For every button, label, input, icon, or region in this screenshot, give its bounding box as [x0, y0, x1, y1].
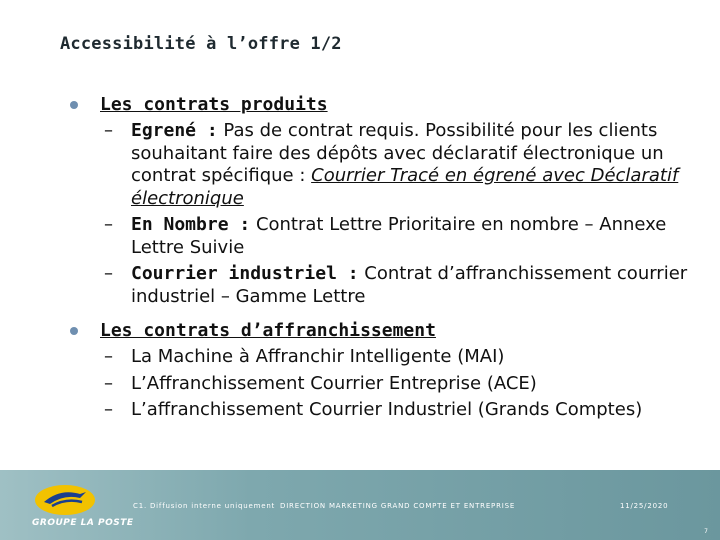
dash-icon: – — [104, 399, 113, 420]
page-number: 7 — [704, 528, 708, 535]
footer-classification: C1. Diffusion interne uniquement — [133, 502, 276, 510]
footer-date: 11/25/2020 — [620, 502, 669, 510]
list-item-courrier-industriel — [68, 263, 688, 308]
item-text: L’Affranchissement Courrier Entreprise (ACE) — [131, 372, 537, 394]
bullet-icon — [70, 327, 78, 335]
dash-icon: – — [104, 346, 113, 367]
list-item-mai — [68, 346, 688, 369]
list-item-ace — [68, 373, 688, 396]
section-heading: Les contrats produits — [100, 94, 328, 115]
slide-content — [68, 94, 688, 422]
item-text: Pas de contrat requis. Possibilité pour les clients souhaitant faire des dépôts avec déclaratif électronique un contrat spécifique : — [131, 120, 664, 186]
item-label: Egrené : — [131, 120, 218, 141]
list-item-en-nombre — [68, 214, 688, 259]
list-item-aci — [68, 399, 688, 422]
item-text: La Machine à Affranchir Intelligente (MAI) — [131, 346, 505, 367]
bullet-icon — [70, 101, 78, 109]
la-poste-logo-icon — [30, 482, 100, 518]
list-item-egrene — [68, 120, 688, 210]
courrier-trace-link[interactable]: Courrier Tracé en égrené avec Déclaratif électronique — [131, 165, 679, 209]
item-label: Courrier industriel : — [131, 263, 359, 284]
section-contrats-affranchissement — [68, 320, 688, 342]
dash-icon: – — [104, 214, 113, 235]
item-text: Contrat Lettre Prioritaire en nombre – Annexe Lettre Suivie — [131, 214, 667, 258]
dash-icon: – — [104, 372, 113, 394]
section-heading: Les contrats d’affranchissement — [100, 320, 436, 341]
dash-icon: – — [104, 120, 113, 141]
logo-text: GROUPE LA POSTE — [32, 518, 134, 528]
item-text: L’affranchissement Courrier Industriel (Grands Comptes) — [131, 399, 643, 420]
section-contrats-produits — [68, 94, 688, 116]
footer-band — [0, 470, 720, 540]
item-label: En Nombre : — [131, 214, 251, 235]
item-text: Contrat d’affranchissement courrier industriel – Gamme Lettre — [131, 263, 688, 307]
footer-department: DIRECTION MARKETING GRAND COMPTE ET ENTREPRISE — [280, 502, 516, 510]
slide-title: Accessibilité à l’offre 1/2 — [60, 34, 342, 54]
dash-icon: – — [104, 263, 113, 284]
